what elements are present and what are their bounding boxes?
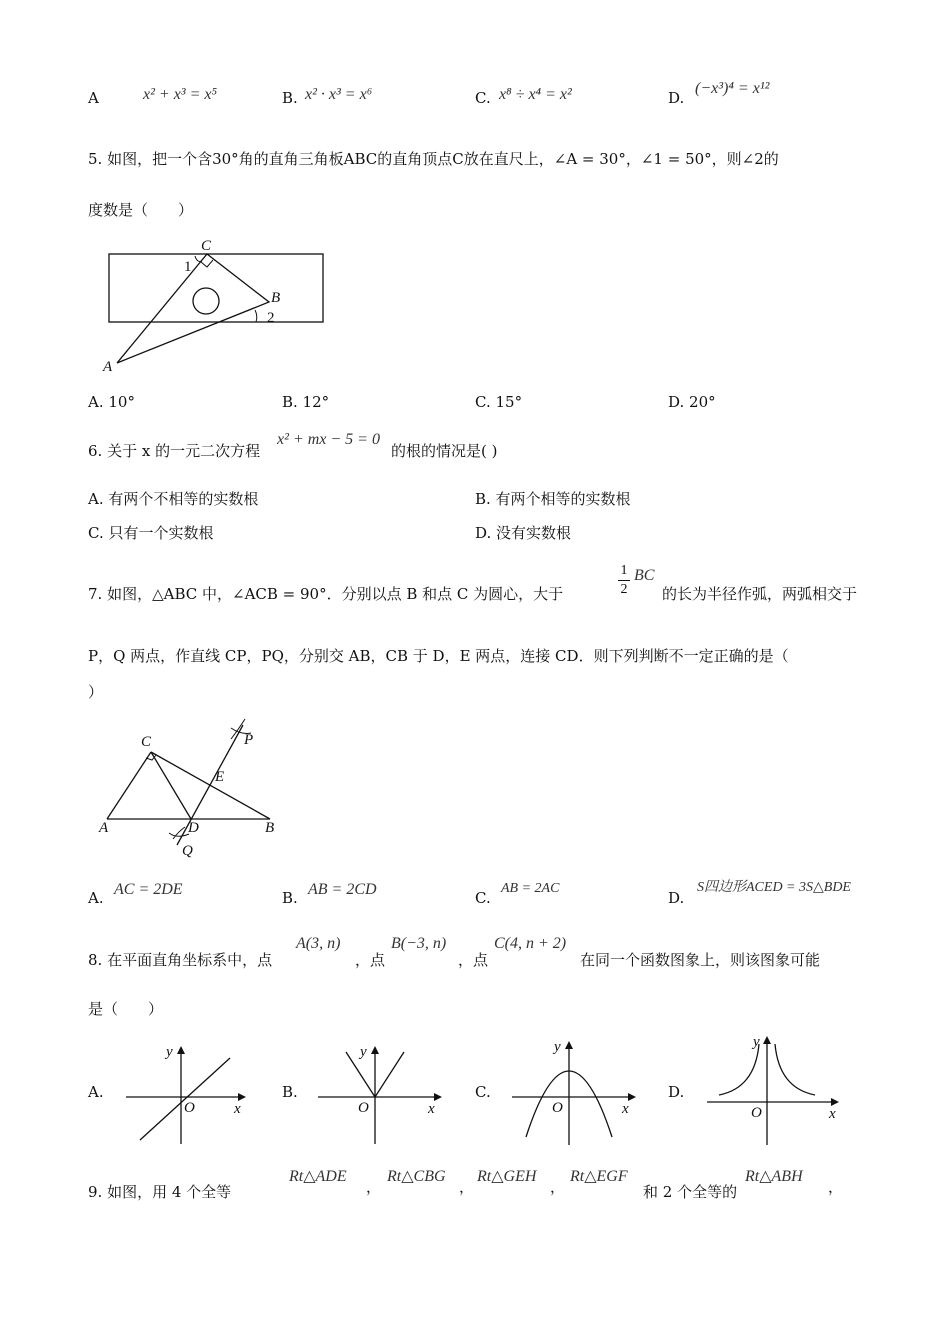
q4-option-a-label: A [88, 89, 99, 107]
q6-stem-suffix: 的根的情况是( ) [391, 442, 498, 460]
ruler [109, 254, 323, 322]
q5-option-c: C. 15° [475, 393, 523, 411]
q5-stem-line2: 度数是（ ） [88, 201, 194, 219]
q8-graph-c [510, 1035, 650, 1150]
q9-stem-p1: 9. 如图，用 4 个全等 [88, 1183, 232, 1201]
y-label: y [360, 1044, 367, 1060]
q8-stem-p3: ，点 [458, 951, 489, 969]
origin-label: O [552, 1100, 563, 1116]
q4-option-b-label: B. [282, 89, 298, 107]
triangle-abc [117, 254, 269, 363]
origin-label: O [358, 1100, 369, 1116]
q7-option-c-expr: AB = 2AC [501, 881, 560, 896]
right-angle-mark [201, 260, 213, 267]
x-label: x [428, 1101, 435, 1117]
q8-graph-a [122, 1040, 262, 1150]
q9-triangle-2: Rt△CBG [387, 1168, 446, 1185]
q7-stem-line1b: 的长为半径作弧，两弧相交于 [662, 585, 858, 603]
y-label: y [753, 1034, 760, 1050]
label-c: C [201, 238, 212, 254]
q7-frac-var: BC [634, 567, 655, 584]
q6-option-a: A. 有两个不相等的实数根 [88, 490, 259, 508]
q5-option-a: A. 10° [88, 393, 135, 411]
label-b: B [271, 290, 281, 306]
q8-graph-b [316, 1040, 456, 1150]
q4-option-c-expr: x⁸ ÷ x⁴ = x² [499, 86, 572, 103]
q7-stem-line3: ） [88, 683, 104, 701]
q8-stem-line2: 是（ ） [88, 1000, 164, 1018]
label-a: A [99, 820, 109, 836]
q9-stem-p2: 和 2 个全等的 [643, 1183, 738, 1201]
q9-sep-1: ， [366, 1178, 382, 1196]
label-2: 2 [267, 310, 275, 326]
q6-option-c: C. 只有一个实数根 [88, 524, 214, 542]
label-c: C [141, 734, 152, 750]
q7-frac-den: 2 [620, 582, 628, 597]
q8-point-a: A(3, n) [296, 935, 341, 952]
q5-figure [95, 235, 355, 375]
q8-graph-d-label: D. [668, 1083, 685, 1101]
q4-option-d-expr: (−x³)⁴ = x¹² [695, 80, 770, 97]
segment-cd [151, 752, 191, 819]
label-d: D [188, 820, 199, 836]
q7-option-d-label: D. [668, 889, 685, 907]
q8-stem-p4: 在同一个函数图象上，则该图象可能 [580, 951, 821, 969]
x-label: x [234, 1101, 241, 1117]
q7-option-c-label: C. [475, 889, 491, 907]
q7-option-b-expr: AB = 2CD [308, 881, 377, 898]
q8-stem-p1: 8. 在平面直角坐标系中，点 [88, 951, 273, 969]
q7-option-a-label: A. [88, 889, 104, 907]
q7-stem-line1a: 7. 如图，△ABC 中，∠ACB = 90°．分别以点 B 和点 C 为圆心，大于 [88, 585, 564, 603]
q8-graph-a-label: A. [88, 1083, 104, 1101]
q9-triangle-3: Rt△GEH [477, 1168, 537, 1185]
q5-option-b: B. 12° [282, 393, 330, 411]
q7-stem-line2: P，Q 两点，作直线 CP，PQ，分别交 AB，CB 于 D，E 两点，连接 CD．则下列判断不一定正确的是（ [88, 647, 789, 665]
label-a: A [103, 359, 113, 375]
segment-cb [151, 752, 270, 819]
q9-triangle-4: Rt△EGF [570, 1168, 628, 1185]
q9-end: ， [828, 1178, 844, 1196]
q8-graph-d [705, 1030, 855, 1145]
x-label: x [829, 1106, 836, 1122]
line-pq [177, 725, 243, 845]
q5-stem-line1: 5. 如图，把一个含30°角的直角三角板ABC的直角顶点C放在直尺上，∠A = 30°，∠1 = 50°，则∠2的 [88, 150, 779, 168]
q7-option-d-expr: S四边形ACED = 3S△BDE [697, 880, 851, 895]
q7-fraction [618, 563, 630, 598]
q9-triangle-5: Rt△ABH [745, 1168, 803, 1185]
q6-option-b: B. 有两个相等的实数根 [475, 490, 631, 508]
q8-graph-c-label: C. [475, 1083, 491, 1101]
label-b: B [265, 820, 275, 836]
label-e: E [215, 769, 225, 785]
arc-q [169, 833, 189, 836]
q6-stem-prefix: 6. 关于 x 的一元二次方程 [88, 442, 261, 460]
q8-point-b: B(−3, n) [391, 935, 447, 952]
q4-option-a-expr: x² + x³ = x⁵ [143, 86, 218, 103]
q7-option-a-expr: AC = 2DE [114, 881, 183, 898]
q8-point-c: C(4, n + 2) [494, 935, 567, 952]
segment-ac [107, 752, 151, 819]
q7-option-b-label: B. [282, 889, 298, 907]
q8-graph-b-label: B. [282, 1083, 298, 1101]
q4-option-d-label: D. [668, 89, 685, 107]
label-q: Q [182, 843, 193, 859]
origin-label: O [751, 1105, 762, 1121]
y-label: y [166, 1044, 173, 1060]
q4-option-c-label: C. [475, 89, 491, 107]
q9-sep-3: ， [550, 1178, 566, 1196]
q8-stem-p2: ，点 [355, 951, 386, 969]
x-label: x [622, 1101, 629, 1117]
q6-equation: x² + mx − 5 = 0 [277, 431, 380, 448]
label-1: 1 [184, 259, 192, 275]
q9-triangle-1: Rt△ADE [289, 1168, 347, 1185]
q9-sep-2: ， [459, 1178, 475, 1196]
triangle-hole [193, 288, 219, 314]
q5-option-d: D. 20° [668, 393, 716, 411]
origin-label: O [184, 1100, 195, 1116]
label-p: P [244, 732, 254, 748]
q4-option-b-expr: x² · x³ = x⁶ [305, 86, 373, 103]
q6-option-d: D. 没有实数根 [475, 524, 572, 542]
y-label: y [554, 1039, 561, 1055]
q7-frac-num: 1 [620, 563, 628, 578]
q7-figure [95, 715, 295, 865]
angle2-arc [255, 310, 257, 322]
